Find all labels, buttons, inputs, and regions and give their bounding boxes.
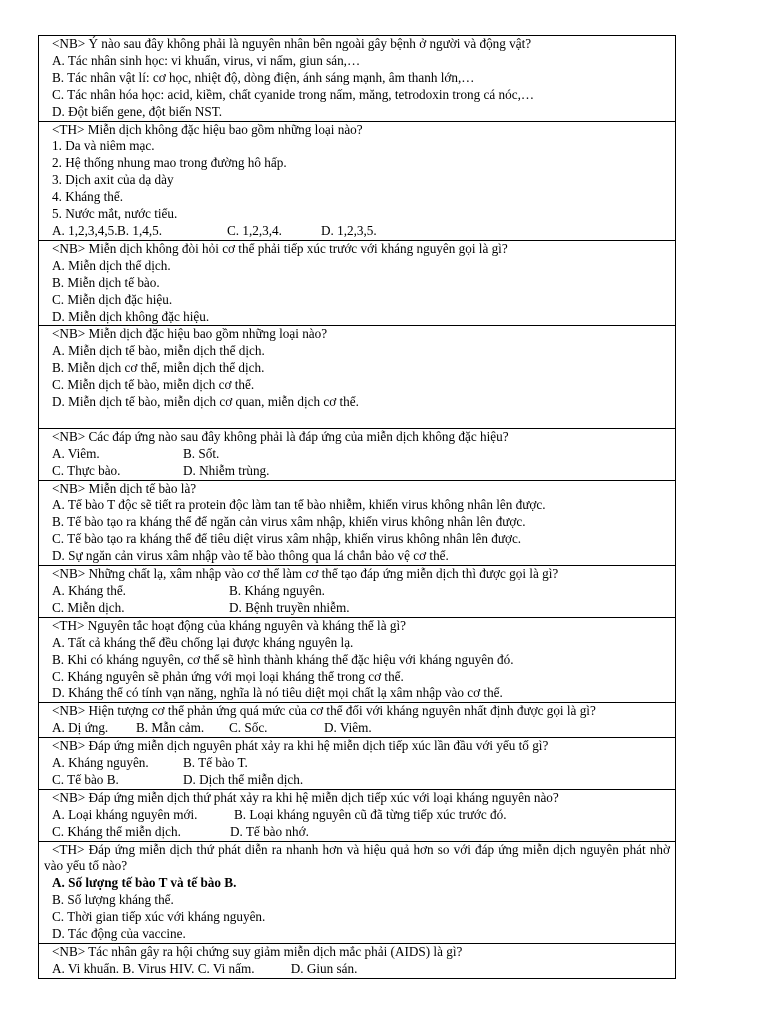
question-sheet [38,35,676,979]
statement-item: 4. Kháng thể. [52,189,124,205]
answer-option: B. Tác nhân vật lí: cơ học, nhiệt độ, dòng điện, ánh sáng mạnh, âm thanh lớn,… [52,69,475,85]
answer-option: B. Virus HIV. [122,960,195,976]
answer-option: D. Viêm. [324,720,372,736]
answer-option: A. Kháng thể. [52,582,126,598]
question-stem: <NB> Tác nhân gây ra hội chứng suy giảm miễn dịch mắc phải (AIDS) là gì? [52,944,463,960]
question-row [39,36,676,122]
question-row [39,703,676,738]
answer-option: B. Sốt. [183,445,220,461]
answer-option: A. Vi khuẩn. [52,960,120,976]
answer-option: A. Tất cả kháng thể đều chống lại được kháng nguyên lạ. [52,634,354,650]
question-stem: <TH> Nguyên tắc hoạt động của kháng nguyên và kháng thể là gì? [52,617,406,633]
options-row [52,824,670,841]
question-stem: <NB> Các đáp ứng nào sau đây không phải là đáp ứng của miễn dịch không đặc hiệu? [52,428,509,444]
answer-option: A. Tác nhân sinh học: vi khuẩn, virus, vi nấm, giun sán,… [52,52,361,68]
answer-option: D. Bệnh truyền nhiễm. [229,599,350,615]
answer-option: D. Đột biến gene, đột biến NST. [52,103,223,119]
answer-option: B. Tế bào T. [183,755,248,771]
answer-option: C. Miễn dịch tế bào, miễn dịch cơ thể. [52,377,255,393]
answer-option: C. Miễn dịch. [52,599,125,615]
question-cell [39,326,676,428]
question-stem: <NB> Đáp ứng miễn dịch nguyên phát xảy ra khi hệ miễn dịch tiếp xúc lần đầu với yếu tố gì? [52,738,549,754]
question-stem: <NB> Miễn dịch tế bào là? [52,480,197,496]
answer-option: A. Kháng nguyên. [52,755,149,771]
question-stem-text: <TH> Đáp ứng miễn dịch thứ phát diễn ra nhanh hơn và hiệu quả hơn so với đáp ứng miễn dịch nguyên phát nhờ vào yếu tố nào? [44,841,670,874]
question-row [39,617,676,703]
answer-option: A. 1,2,3,4,5. [52,222,118,238]
options-row [52,772,670,789]
options-row [52,223,670,240]
answer-option: D. Miễn dịch không đặc hiệu. [52,308,210,324]
answer-option: C. Thực bào. [52,462,121,478]
answer-option: B. Kháng nguyên. [229,582,325,598]
answer-option: B. 1,4,5. [117,222,163,238]
question-stem: <NB> Những chất lạ, xâm nhập vào cơ thể làm cơ thể tạo đáp ứng miễn dịch thì được gọi là gì? [52,566,559,582]
correct-answer-option: A. Số lượng tế bào T và tế bào B. [52,875,237,891]
options-row [52,755,670,772]
options-row [52,600,670,617]
answer-option: C. Thời gian tiếp xúc với kháng nguyên. [52,909,266,925]
answer-option: D. Tác động của vaccine. [52,926,186,942]
question-cell [39,789,676,841]
answer-option: D. Sự ngăn cản virus xâm nhập vào tế bào thông qua lá chắn bảo vệ cơ thể. [52,548,449,564]
statement-item: 1. Da và niêm mạc. [52,138,155,154]
question-stem: <NB> Ý nào sau đây không phải là nguyên nhân bên ngoài gây bệnh ở người và động vật? [52,36,532,51]
question-cell [39,240,676,326]
question-row [39,240,676,326]
answer-option: B. Số lượng kháng thể. [52,892,174,908]
question-cell [39,480,676,566]
question-cell [39,617,676,703]
question-row [39,738,676,790]
answer-option: C. Miễn dịch đặc hiệu. [52,291,173,307]
blank-line [52,411,670,428]
answer-option: C. Tác nhân hóa học: acid, kiềm, chất cyanide trong nấm, măng, tetrodoxin trong cá nóc,… [52,86,535,102]
options-row [52,446,670,463]
question-cell [39,36,676,122]
question-stem: <TH> Miễn dịch không đặc hiệu bao gồm những loại nào? [52,121,363,137]
answer-option: C. Sốc. [229,720,268,736]
answer-option: A. Miễn dịch tế bào, miễn dịch thể dịch. [52,343,265,359]
answer-option: D. Kháng thể có tính vạn năng, nghĩa là nó tiêu diệt mọi chất lạ xâm nhập vào cơ thể. [52,685,503,701]
question-cell [39,703,676,738]
answer-option: A. Dị ứng. [52,720,109,736]
options-row [52,807,670,824]
options-row [52,583,670,600]
question-stem [44,842,670,876]
question-row [39,944,676,979]
answer-option: A. Loại kháng nguyên mới. [52,806,198,822]
question-cell [39,121,676,240]
answer-option: D. Nhiễm trùng. [183,462,270,478]
answer-option: D. Miễn dịch tế bào, miễn dịch cơ quan, miễn dịch cơ thể. [52,394,359,410]
question-cell [39,738,676,790]
question-row [39,326,676,428]
answer-option: C. Kháng thể miễn dịch. [52,823,181,839]
question-row [39,121,676,240]
options-row [44,720,670,737]
answer-option: A. Viêm. [52,445,100,461]
options-row [52,961,670,978]
answer-option: B. Tế bào tạo ra kháng thể để ngăn cản virus xâm nhập, khiến virus không nhân lên được. [52,514,526,530]
question-stem [36,703,670,720]
question-stem: <NB> Miễn dịch đặc hiệu bao gồm những loại nào? [52,326,328,342]
statement-item: 2. Hệ thống nhung mao trong đường hô hấp. [52,155,287,171]
answer-option: D. 1,2,3,5. [321,222,377,238]
answer-option: C. 1,2,3,4. [227,222,282,238]
answer-option: B. Mẫn cảm. [136,720,205,736]
answer-option: B. Khi có kháng nguyên, cơ thể sẽ hình thành kháng thể đặc hiệu với kháng nguyên đó. [52,651,514,667]
question-stem-text: <NB> Hiện tượng cơ thể phản ứng quá mức của cơ thể đối với kháng nguyên nhất định được gọi là gì? [52,703,596,719]
answer-option: C. Tế bào B. [52,771,119,787]
answer-option: B. Miễn dịch cơ thể, miễn dịch thể dịch. [52,360,265,376]
options-row [52,463,670,480]
question-row [39,480,676,566]
answer-option: D. Tế bào nhớ. [230,823,309,839]
answer-option: C. Kháng nguyên sẽ phản ứng với mọi loại kháng thể trong cơ thể. [52,668,404,684]
statement-item: 5. Nước mắt, nước tiểu. [52,206,178,222]
question-cell [39,841,676,943]
answer-option: C. Tế bào tạo ra kháng thể để tiêu diệt virus xâm nhập, khiến virus không nhân lên được. [52,531,522,547]
answer-option: A. Tế bào T độc sẽ tiết ra protein độc làm tan tế bào nhiễm, khiến virus không nhân lên được. [52,497,546,513]
question-stem: <NB> Miễn dịch không đòi hỏi cơ thể phải tiếp xúc trước với kháng nguyên gọi là gì? [52,240,508,256]
answer-option: A. Miễn dịch thể dịch. [52,257,171,273]
question-row [39,789,676,841]
answer-option: C. Vi nấm. [197,960,255,976]
question-cell [39,944,676,979]
question-table [38,35,676,979]
question-stem: <NB> Đáp ứng miễn dịch thứ phát xảy ra khi hệ miễn dịch tiếp xúc với loại kháng nguyên nào? [52,789,559,805]
question-cell [39,428,676,480]
question-row [39,428,676,480]
answer-option: B. Miễn dịch tế bào. [52,274,160,290]
statement-item: 3. Dịch axit của dạ dày [52,172,174,188]
answer-option: D. Giun sán. [290,960,358,976]
answer-option: B. Loại kháng nguyên cũ đã từng tiếp xúc trước đó. [234,806,507,822]
question-row [39,841,676,943]
answer-option: D. Dịch thể miễn dịch. [183,771,304,787]
question-row [39,566,676,618]
question-cell [39,566,676,618]
